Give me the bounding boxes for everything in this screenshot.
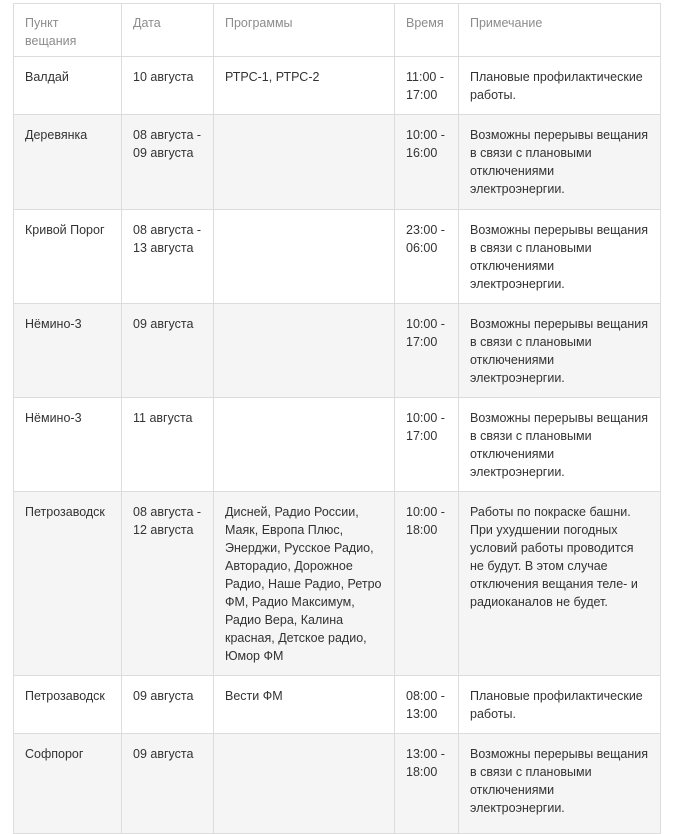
cell-note: Возможны перерывы вещания в связи с плановыми отключениями электроэнергии.	[459, 304, 661, 398]
cell-time: 10:00 - 16:00	[395, 115, 459, 210]
cell-note: Работы по покраске башни. При ухудшении погодных условий работы проводится не будут. В этом случае отключения вещания теле- и радиоканалов не будет.	[459, 492, 661, 676]
cell-date: 08 августа - 13 августа	[122, 210, 214, 304]
table-row	[14, 304, 661, 398]
table-row	[14, 210, 661, 304]
cell-point: Нёмино-3	[14, 398, 122, 492]
cell-date: 08 августа - 12 августа	[122, 492, 214, 676]
table-row	[14, 115, 661, 210]
cell-point: Валдай	[14, 57, 122, 115]
cell-programs: Дисней, Радио России, Маяк, Европа Плюс, Энерджи, Русское Радио, Авторадио, Дорожное Радио, Наше Радио, Ретро ФМ, Радио Максимум, Радио Вера, Калина красная, Детское радио, Юмор ФМ	[214, 492, 395, 676]
cell-note: Возможны перерывы вещания в связи с плановыми отключениями электроэнергии.	[459, 398, 661, 492]
cell-programs	[214, 734, 395, 834]
cell-programs	[214, 115, 395, 210]
cell-point: Петрозаводск	[14, 676, 122, 734]
header-point: Пункт вещания	[14, 4, 122, 57]
header-programs: Программы	[214, 4, 395, 57]
cell-date: 10 августа	[122, 57, 214, 115]
table-row	[14, 57, 661, 115]
cell-note: Возможны перерывы вещания в связи с плановыми отключениями электроэнергии.	[459, 115, 661, 210]
cell-point: Кривой Порог	[14, 210, 122, 304]
table-row	[14, 492, 661, 676]
header-row	[14, 4, 661, 57]
cell-time: 23:00 - 06:00	[395, 210, 459, 304]
cell-note: Плановые профилактические работы.	[459, 57, 661, 115]
cell-date: 09 августа	[122, 734, 214, 834]
cell-point: Петрозаводск	[14, 492, 122, 676]
header-time: Время	[395, 4, 459, 57]
cell-programs: РТРС-1, РТРС-2	[214, 57, 395, 115]
cell-point: Софпорог	[14, 734, 122, 834]
cell-note: Возможны перерывы вещания в связи с плановыми отключениями электроэнергии.	[459, 210, 661, 304]
cell-date: 11 августа	[122, 398, 214, 492]
cell-time: 11:00 - 17:00	[395, 57, 459, 115]
cell-programs: Вести ФМ	[214, 676, 395, 734]
cell-point: Нёмино-3	[14, 304, 122, 398]
table-row	[14, 676, 661, 734]
cell-date: 08 августа - 09 августа	[122, 115, 214, 210]
cell-time: 13:00 - 18:00	[395, 734, 459, 834]
cell-time: 08:00 - 13:00	[395, 676, 459, 734]
cell-programs	[214, 210, 395, 304]
cell-programs	[214, 398, 395, 492]
schedule-table-container	[13, 3, 660, 834]
cell-note: Возможны перерывы вещания в связи с плановыми отключениями электроэнергии.	[459, 734, 661, 834]
cell-time: 10:00 - 17:00	[395, 304, 459, 398]
cell-date: 09 августа	[122, 304, 214, 398]
cell-point: Деревянка	[14, 115, 122, 210]
table-row	[14, 398, 661, 492]
cell-date: 09 августа	[122, 676, 214, 734]
header-note: Примечание	[459, 4, 661, 57]
cell-time: 10:00 - 18:00	[395, 492, 459, 676]
header-date: Дата	[122, 4, 214, 57]
table-body	[14, 57, 661, 834]
cell-note: Плановые профилактические работы.	[459, 676, 661, 734]
broadcast-schedule-table	[13, 3, 661, 834]
table-row	[14, 734, 661, 834]
cell-time: 10:00 - 17:00	[395, 398, 459, 492]
cell-programs	[214, 304, 395, 398]
table-header	[14, 4, 661, 57]
